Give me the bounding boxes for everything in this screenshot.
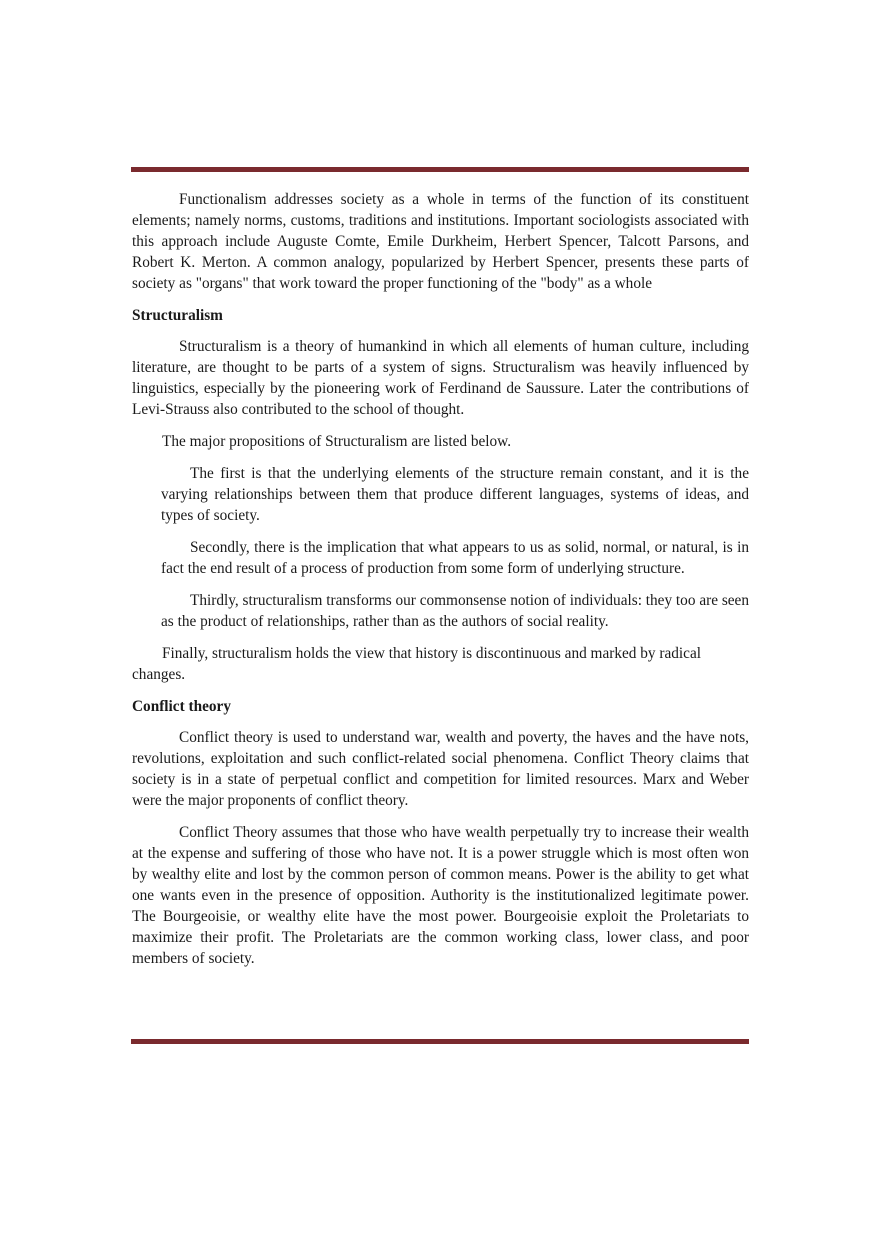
conflict-theory-heading: Conflict theory xyxy=(132,698,231,715)
propositions-lead: The major propositions of Structuralism are listed below. xyxy=(162,433,512,450)
structuralism-heading: Structuralism xyxy=(132,307,223,324)
proposition-third: Thirdly, structuralism transforms our commonsense notion of individuals: they too are seen as the product of relationships, rather than as the authors of social reality. xyxy=(161,592,749,630)
proposition-second: Secondly, there is the implication that what appears to us as solid, normal, or natural, is in fact the end result of a process of production from some form of underlying structure. xyxy=(161,539,749,577)
header-rule xyxy=(131,167,749,172)
footer-rule xyxy=(131,1039,749,1044)
conflict-theory-paragraph-1: Conflict theory is used to understand war, wealth and poverty, the haves and the have nots, revolutions, exploitation and such conflict-related social phenomena. Conflict Theory claims that society is in a state of perpetual conflict and competition for limited resources. Marx and Weber were the major proponents of conflict theory. xyxy=(132,729,749,809)
proposition-first: The first is that the underlying elements of the structure remain constant, and it is the varying relationships between them that produce different languages, systems of ideas, and types of society. xyxy=(161,465,749,524)
functionalism-paragraph: Functionalism addresses society as a whole in terms of the function of its constituent elements; namely norms, customs, traditions and institutions. Important sociologists associated with this approach include Auguste Comte, Emile Durkheim, Herbert Spencer, Talcott Parsons, and Robert K. Merton. A common analogy, popularized by Herbert Spencer, presents these parts of society as "organs" that work toward the proper functioning of the "body" as a whole xyxy=(132,191,749,292)
conflict-theory-paragraph-2: Conflict Theory assumes that those who have wealth perpetually try to increase their wealth at the expense and suffering of those who have not. It is a power struggle which is most often won by wealthy elite and lost by the common person of common means. Power is the ability to get what one wants even in the presence of opposition. Authority is the institutionalized legitimate power. The Bourgeoisie, or wealthy elite have the most power. Bourgeoisie exploit the Proletariats to maximize their profit. The Proletariats are the common working class, lower class, and poor members of society. xyxy=(132,824,749,967)
structuralism-final: Finally, structuralism holds the view that history is discontinuous and marked by radical changes. xyxy=(132,645,701,683)
structuralism-paragraph: Structuralism is a theory of humankind in which all elements of human culture, including literature, are thought to be parts of a system of signs. Structuralism was heavily influenced by linguistics, especially by the pioneering work of Ferdinand de Saussure. Later the contributions of Levi-Strauss also contributed to the school of thought. xyxy=(132,338,749,418)
page-content xyxy=(132,189,749,980)
